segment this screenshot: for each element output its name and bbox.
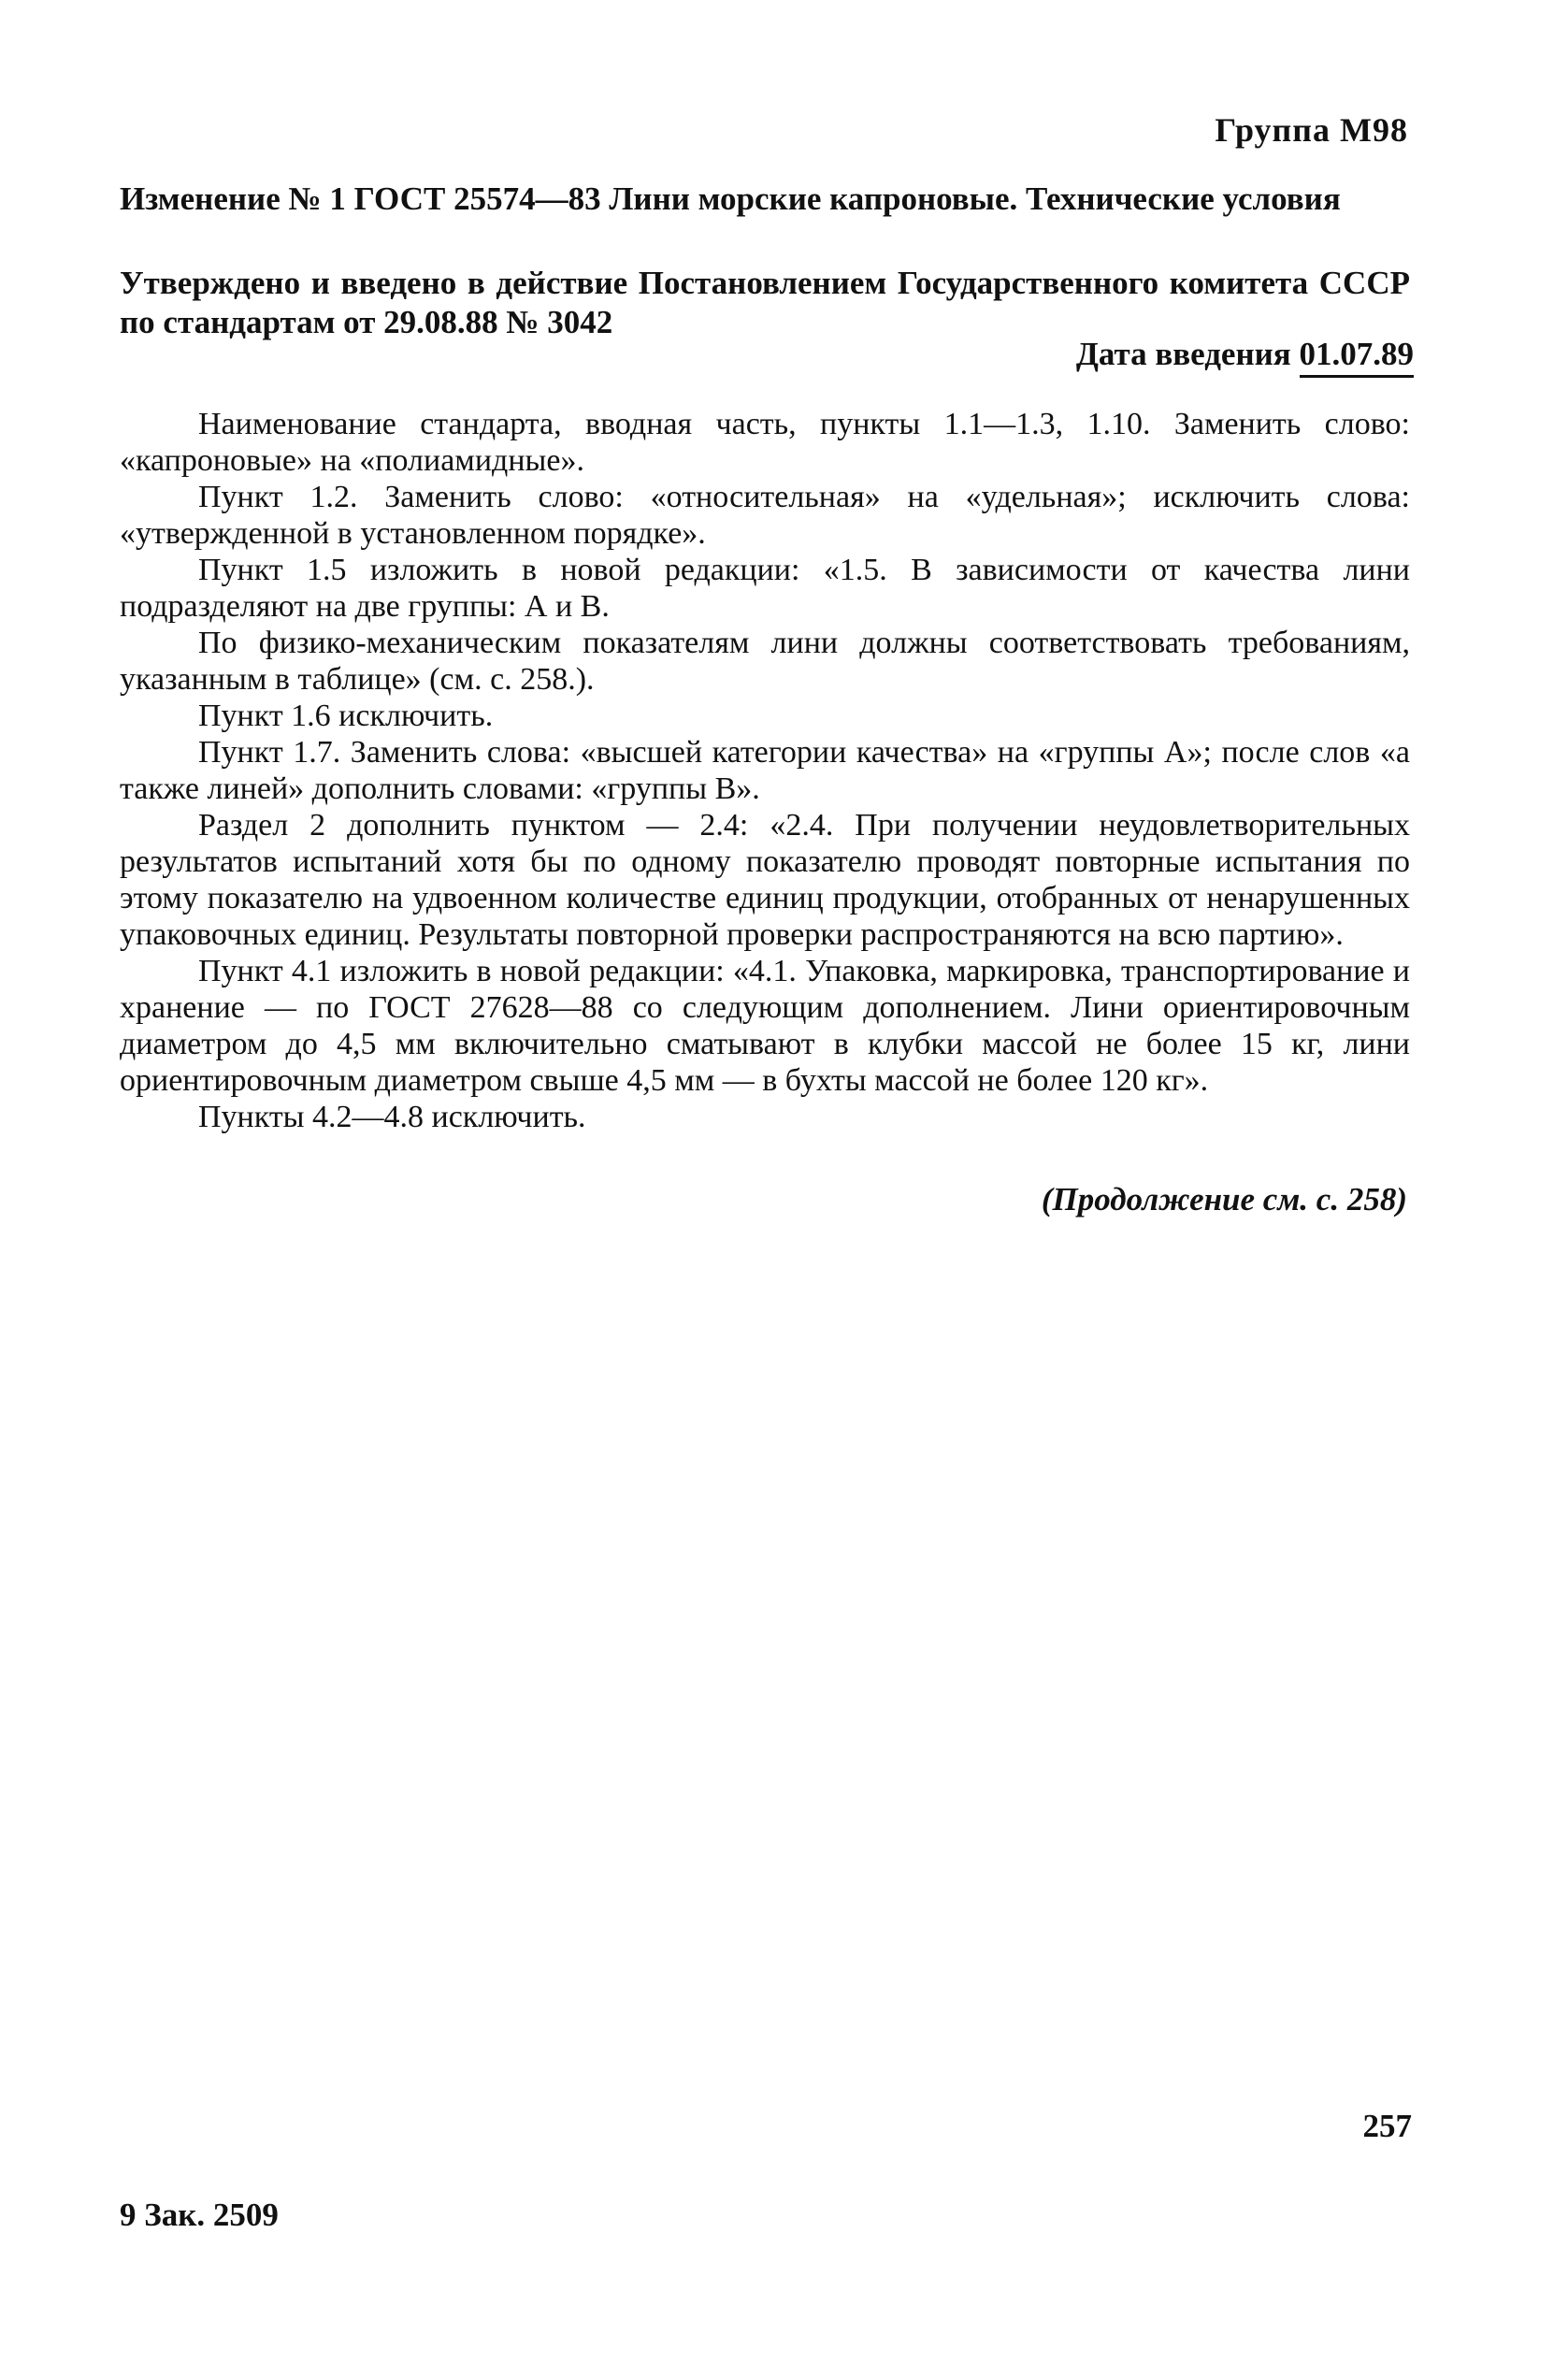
change-title: Изменение № 1 ГОСТ 25574—83 Лини морские капроновые. Технические условия bbox=[120, 180, 1341, 217]
page-number: 257 bbox=[1362, 2108, 1412, 2144]
order-number: 9 Зак. 2509 bbox=[120, 2197, 279, 2233]
document-body bbox=[120, 406, 1410, 1135]
continuation-note: (Продолжение см. с. 258) bbox=[1041, 1181, 1407, 1218]
paragraph: По физико-механическим показателям лини должны соответствовать требованиям, указанным в таблице» (см. с. 258.). bbox=[120, 626, 1410, 697]
paragraph: Раздел 2 дополнить пунктом — 2.4: «2.4. При получении неудовлетворительных результатов испытаний хотя бы по одному показателю проводят повторные испытания по этому показателю на удвоенном количестве единиц продукции, отобранных от ненарушенных упаковочных единиц. Результаты повторной проверки распространяются на всю партию». bbox=[120, 808, 1410, 952]
paragraph: Пункт 4.1 изложить в новой редакции: «4.1. Упаковка, маркировка, транспортирование и хранение — по ГОСТ 27628—88 со следующим дополнением. Лини ориентировочным диаметром до 4,5 мм включительно сматывают в клубки массой не более 15 кг, лини ориентировочным диаметром свыше 4,5 мм — в бухты массой не более 120 кг». bbox=[120, 954, 1410, 1098]
paragraph: Пункт 1.7. Заменить слова: «высшей категории качества» на «группы А»; после слов «а также линей» дополнить словами: «группы В». bbox=[120, 735, 1410, 806]
paragraph: Наименование стандарта, вводная часть, пункты 1.1—1.3, 1.10. Заменить слово: «капроновые» на «полиамидные». bbox=[120, 407, 1410, 478]
intro-date bbox=[1076, 336, 1414, 378]
approval-statement: Утверждено и введено в действие Постановлением Государственного комитета СССР по стандартам от 29.08.88 № 3042 bbox=[120, 265, 1410, 340]
paragraph: Пункт 1.5 изложить в новой редакции: «1.5. В зависимости от качества лини подразделяют на две группы: А и В. bbox=[120, 553, 1410, 624]
intro-date-value: 01.07.89 bbox=[1300, 336, 1415, 378]
group-label: Группа М98 bbox=[1215, 111, 1408, 149]
paragraph: Пункт 1.2. Заменить слово: «относительная» на «удельная»; исключить слова: «утвержденной в установленном порядке». bbox=[120, 480, 1410, 551]
paragraph: Пункты 4.2—4.8 исключить. bbox=[198, 1100, 586, 1134]
intro-date-label: Дата введения bbox=[1075, 336, 1300, 372]
paragraph: Пункт 1.6 исключить. bbox=[198, 699, 494, 733]
